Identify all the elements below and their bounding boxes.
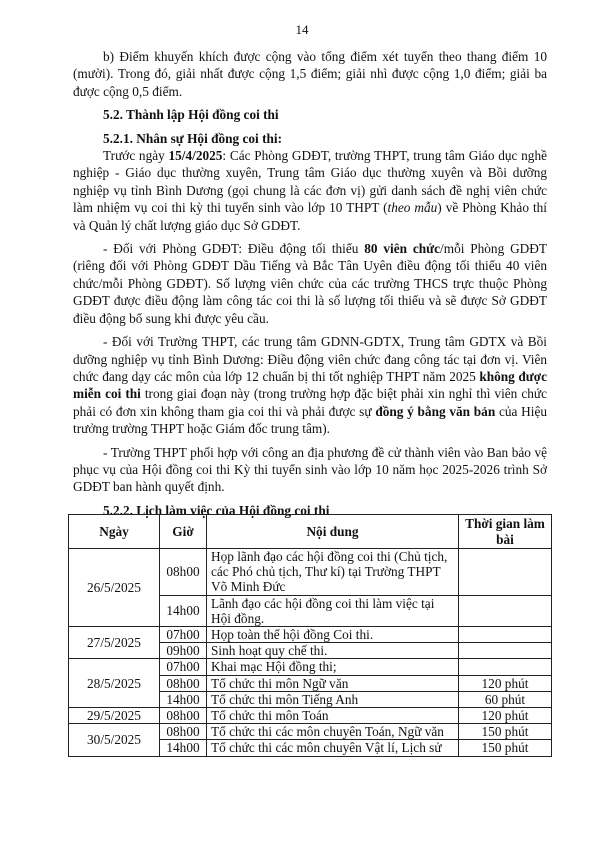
- template-note: theo mẫu: [387, 200, 438, 216]
- time-cell: 08h00: [160, 724, 207, 740]
- time-cell: 08h00: [160, 549, 207, 596]
- content-cell: Sinh hoạt quy chế thi.: [207, 643, 459, 659]
- deadline-date: 15/4/2025: [168, 148, 223, 164]
- table-row: [69, 659, 552, 675]
- document-body: [73, 48, 547, 519]
- header-time: Giờ: [160, 515, 207, 549]
- paragraph-security: - Trường THPT phối hợp với công an địa phương đề cử thành viên vào Ban bảo vệ phục vụ của Hội đồng coi thi Kỳ thi tuyển sinh vào lớp 10 năm học 2025-2026 trình Sở GDĐT ban hành quyết định.: [73, 444, 547, 495]
- paragraph-b: b) Điểm khuyến khích được cộng vào tổng điểm xét tuyển theo thang điểm 10 (mười). Trong đó, giải nhất được cộng 1,5 điểm; giải nhì được cộng 1,0 điểm; giải ba được cộng 0,5 điểm.: [73, 49, 547, 99]
- content-cell: Khai mạc Hội đồng thi;: [207, 659, 459, 675]
- content-cell: Họp toàn thể hội đồng Coi thi.: [207, 627, 459, 643]
- time-cell: 08h00: [160, 708, 207, 724]
- time-cell: 08h00: [160, 675, 207, 691]
- time-cell: 09h00: [160, 643, 207, 659]
- date-cell: 27/5/2025: [69, 627, 160, 659]
- page-number: 14: [295, 22, 309, 37]
- header-duration: Thời gian làm bài: [459, 515, 552, 549]
- duration-cell: [459, 659, 552, 675]
- content-cell: Tổ chức thi môn Ngữ văn: [207, 675, 459, 691]
- content-cell: Lãnh đạo các hội đồng coi thi làm việc tại Hội đồng.: [207, 595, 459, 626]
- content-cell: Họp lãnh đạo các hội đồng coi thi (Chủ tịch, các Phó chủ tịch, Thư kí) tại Trường THPT Võ Minh Đức: [207, 549, 459, 596]
- duration-cell: 150 phút: [459, 724, 552, 740]
- time-cell: 07h00: [160, 627, 207, 643]
- table-row: [69, 724, 552, 740]
- content-cell: Tổ chức thi môn Tiếng Anh: [207, 691, 459, 707]
- table-row: [69, 708, 552, 724]
- no-exemption-note: không được miễn coi thi: [73, 368, 547, 402]
- duration-cell: [459, 643, 552, 659]
- schedule-table: [68, 514, 552, 757]
- header-content: Nội dung: [207, 515, 459, 549]
- heading-5-2-2: 5.2.2. Lịch làm việc của Hội đồng coi thi: [103, 502, 330, 518]
- content-cell: Tổ chức thi môn Toán: [207, 708, 459, 724]
- date-cell: 26/5/2025: [69, 549, 160, 627]
- heading-5-2-1: 5.2.1. Nhân sự Hội đồng coi thi:: [103, 130, 283, 146]
- paragraph-submission-deadline: Trước ngày 15/4/2025: Các Phòng GDĐT, trường THPT, trung tâm Giáo dục nghề nghiệp - Giáo dục thường xuyên, Trung tâm Giáo dục thường xuyên và Bồi dưỡng nghiệp vụ tỉnh Bình Dương (gọi chung là các đơn vị) gửi danh sách đề nghị viên chức làm nhiệm vụ coi thi kỳ thi tuyển sinh vào lớp 10 THPT (theo mẫu) về Phòng Khảo thí và Quản lý chất lượng giáo dục Sở GDĐT.: [73, 148, 547, 233]
- date-cell: 30/5/2025: [69, 724, 160, 756]
- duration-cell: 60 phút: [459, 691, 552, 707]
- content-cell: Tổ chức thi các môn chuyên Toán, Ngữ văn: [207, 724, 459, 740]
- table-row: [69, 549, 552, 596]
- written-consent-note: đồng ý bằng văn bản: [375, 403, 496, 419]
- time-cell: 14h00: [160, 691, 207, 707]
- duration-cell: [459, 627, 552, 643]
- paragraph-phong-gddt: - Đối với Phòng GDĐT: Điều động tối thiểu 80 viên chức/mỗi Phòng GDĐT (riêng đối với Phòng GDĐT Dầu Tiếng và Bắc Tân Uyên điều động tối thiểu 40 viên chức/mỗi Phòng GDĐT). Số lượng viên chức của các trường THCS trực thuộc Phòng GDĐT được điều động làm công tác coi thi là số lượng tối thiểu và sẽ được Sở GDĐT điều động bổ sung khi được yêu cầu.: [73, 241, 547, 326]
- paragraph-thpt: - Đối với Trường THPT, các trung tâm GDNN-GDTX, Trung tâm GDTX và Bồi dưỡng nghiệp vụ tỉnh Bình Dương: Điều động viên chức đang công tác tại đơn vị. Viên chức đang dạy các môn của lớp 12 chuẩn bị thi tốt nghiệp THPT năm 2025 không được miễn coi thi trong giai đoạn này (trong trường hợp đặc biệt phải xin nghỉ thì viên chức phải có đơn xin không tham gia coi thi và phải được sự đồng ý bằng văn bản của Hiệu trưởng trường THPT hoặc Giám đốc trung tâm).: [73, 334, 547, 437]
- heading-5-2: 5.2. Thành lập Hội đồng coi thi: [103, 107, 279, 123]
- duration-cell: 120 phút: [459, 675, 552, 691]
- time-cell: 14h00: [160, 595, 207, 626]
- date-cell: 28/5/2025: [69, 659, 160, 708]
- header-date: Ngày: [69, 515, 160, 549]
- duration-cell: [459, 595, 552, 626]
- duration-cell: 150 phút: [459, 740, 552, 756]
- staff-quota: 80 viên chức: [364, 241, 441, 257]
- table-row: [69, 627, 552, 643]
- date-cell: 29/5/2025: [69, 708, 160, 724]
- time-cell: 14h00: [160, 740, 207, 756]
- duration-cell: [459, 549, 552, 596]
- table-header-row: [69, 515, 552, 549]
- time-cell: 07h00: [160, 659, 207, 675]
- duration-cell: 120 phút: [459, 708, 552, 724]
- content-cell: Tổ chức thi các môn chuyên Vật lí, Lịch sử: [207, 740, 459, 756]
